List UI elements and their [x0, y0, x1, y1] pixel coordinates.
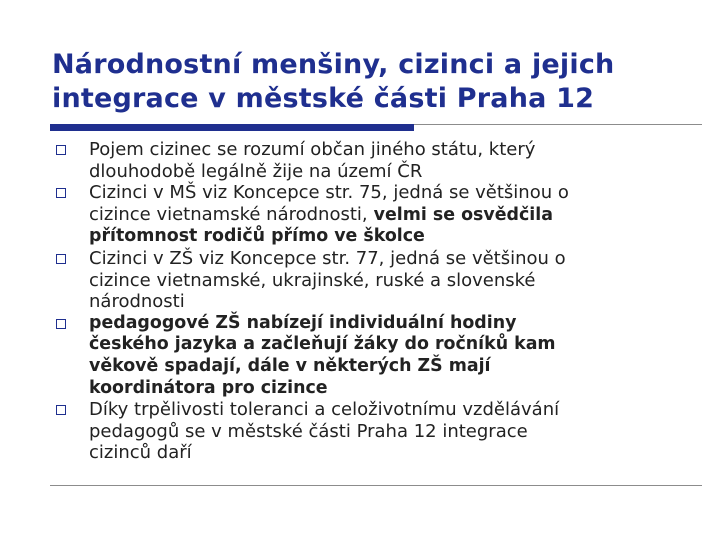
- bullet-item-3: [56, 248, 696, 313]
- bullet-2-line-2-bold: velmi se osvědčila: [367, 204, 553, 225]
- slide-title-line-2: integrace v městské části Praha 12: [52, 83, 595, 114]
- bullet-5-line-3: cizinců daří: [89, 442, 192, 464]
- bullet-1-line-1: Pojem cizinec se rozumí občan jiného státu, který: [89, 139, 536, 160]
- footer-divider: [50, 485, 702, 486]
- bullet-5-line-2: pedagogů se v městské části Praha 12 integrace: [89, 420, 528, 442]
- square-bullet-icon: [56, 145, 66, 155]
- bullet-item-2: [56, 182, 696, 248]
- bullet-3-line-3: národnosti: [89, 291, 185, 313]
- bullet-3-line-1: Cizinci v ZŠ viz Koncepce str. 77, jedná se většinou o: [89, 247, 566, 269]
- bullet-4-line-4: koordinátora pro cizince: [89, 377, 328, 398]
- square-bullet-icon: [56, 405, 66, 415]
- bullet-2-line-1: Cizinci v MŠ viz Koncepce str. 75, jedná se většinou o: [89, 182, 569, 204]
- bullet-1-line-2: dlouhodobě legálně žije na území ČR: [89, 160, 423, 182]
- square-bullet-icon: [56, 319, 66, 329]
- bullet-2-line-2-regular: cizince vietnamské národnosti,: [89, 203, 368, 225]
- title-accent-bar: [50, 124, 414, 131]
- bullet-list: [56, 139, 696, 464]
- square-bullet-icon: [56, 188, 66, 198]
- bullet-4-line-3: věkově spadají, dále v některých ZŠ mají: [89, 355, 491, 376]
- bullet-4-line-2: českého jazyka a začleňují žáky do ročníků kam: [89, 334, 556, 355]
- bullet-item-4: [56, 313, 696, 399]
- bullet-item-5: [56, 399, 696, 464]
- bullet-2-line-3: přítomnost rodičů přímo ve školce: [89, 226, 425, 247]
- bullet-item-1: [56, 139, 696, 182]
- bullet-5-line-1: Díky trpělivosti toleranci a celoživotnímu vzdělávání: [89, 399, 560, 421]
- slide-title-line-1: Národnostní menšiny, cizinci a jejich: [52, 49, 615, 80]
- square-bullet-icon: [56, 254, 66, 264]
- bullet-4-line-1: pedagogové ZŠ nabízejí individuální hodiny: [89, 312, 517, 333]
- slide-title: [52, 48, 692, 116]
- bullet-3-line-2: cizince vietnamské, ukrajinské, ruské a slovenské: [89, 269, 536, 291]
- bullet-2-line-2: [89, 204, 696, 227]
